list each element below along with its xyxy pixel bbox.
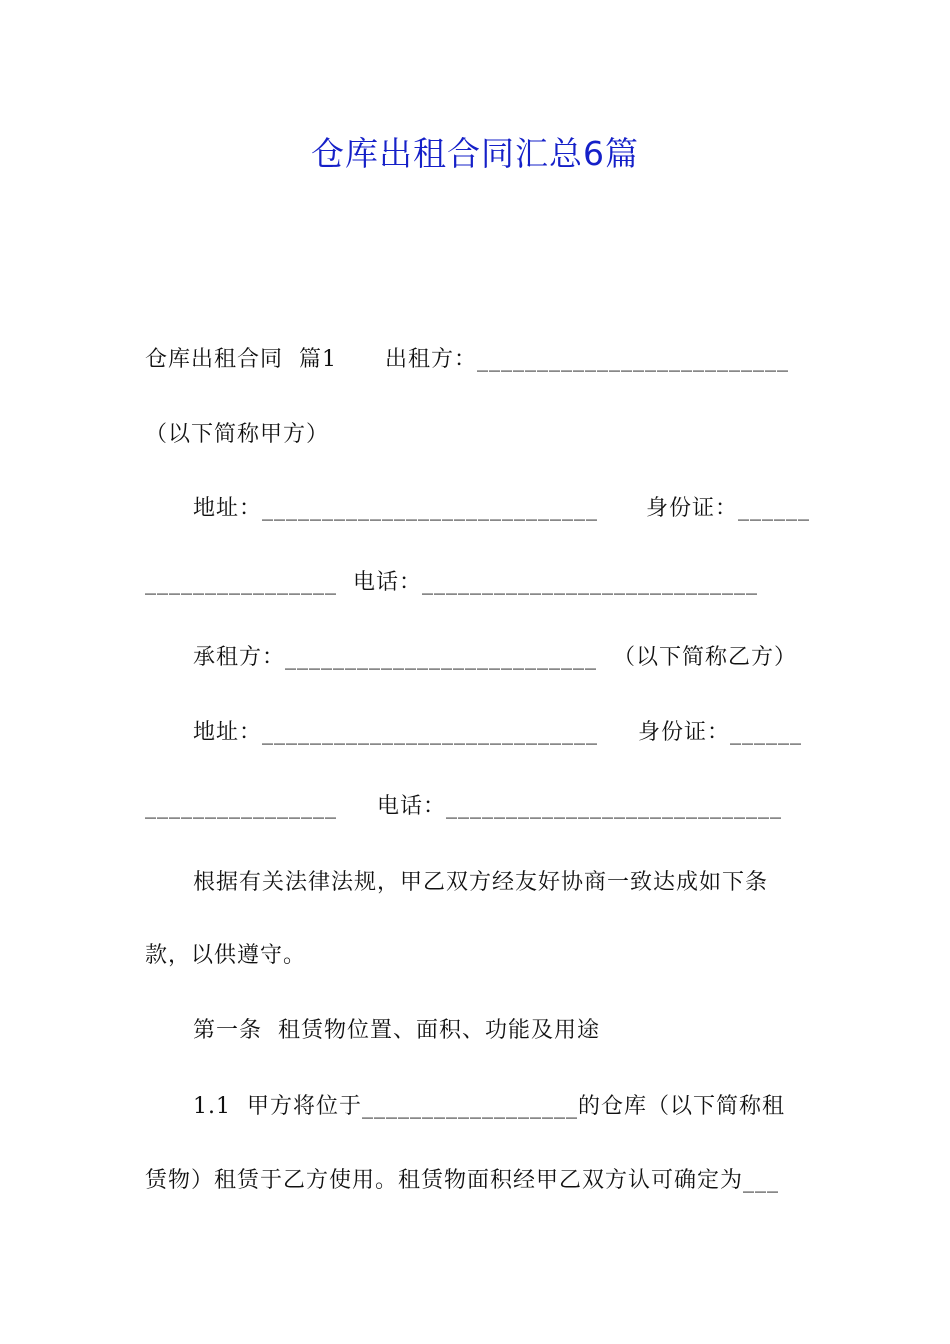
article-one-heading: 第一条 租赁物位置、面积、功能及用途: [193, 1018, 600, 1043]
paragraph-line-lessor-address: 地址：____________________________ 身份证：______: [193, 496, 810, 521]
paragraph-line-lessee-phone: ________________ 电话：____________________________: [145, 794, 782, 819]
paragraph-line-lessor: 仓库出租合同 篇1 出租方：__________________________: [145, 347, 789, 372]
document-title: 仓库出租合同汇总6篇: [311, 134, 639, 173]
paragraph-line-preamble-cont: 款，以供遵守。: [145, 943, 307, 968]
paragraph-line-lessee: 承租方：__________________________ （以下简称乙方）: [193, 645, 797, 670]
paragraph-line-preamble: 根据有关法律法规，甲乙双方经友好协商一致达成如下条: [193, 870, 769, 895]
clause-1-1-line-cont: 赁物）租赁于乙方使用。租赁物面积经甲乙双方认可确定为___: [145, 1168, 780, 1193]
paragraph-line-lessor-alias: （以下简称甲方）: [145, 422, 330, 447]
paragraph-line-lessor-phone: ________________ 电话：____________________________: [145, 570, 758, 595]
paragraph-line-lessee-address: 地址：____________________________ 身份证：______: [193, 720, 802, 745]
clause-1-1-line: 1.1 甲方将位于__________________的仓库（以下简称租: [193, 1094, 785, 1119]
